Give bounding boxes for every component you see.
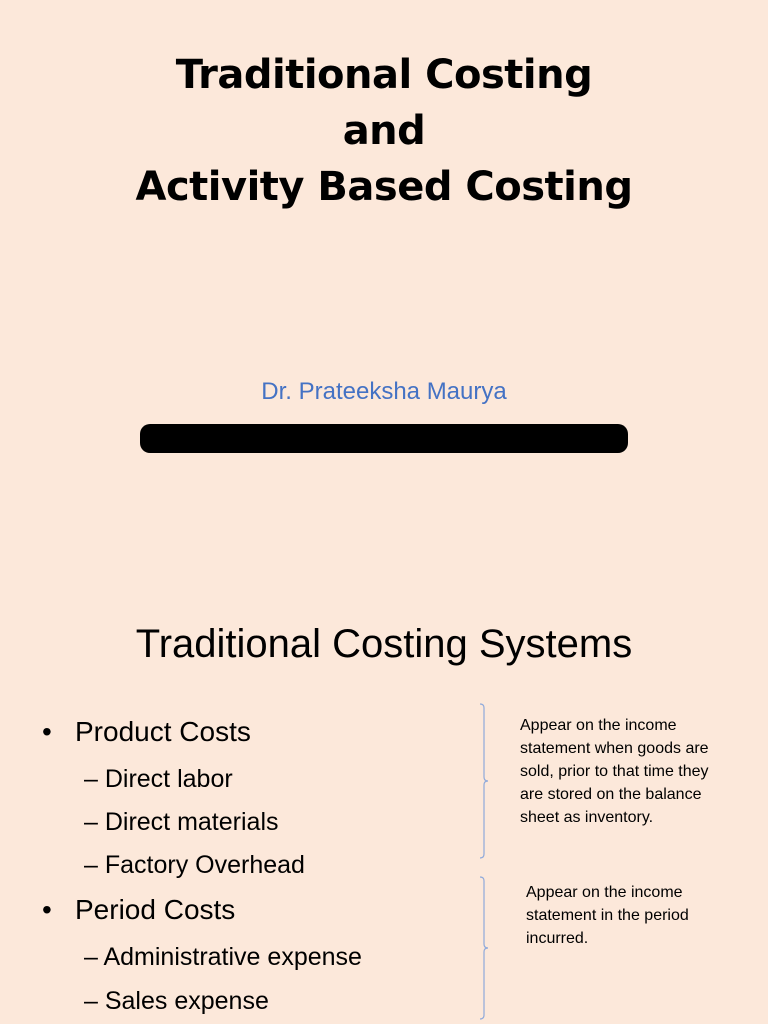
product-costs-note: Appear on the income statement when goods are sold, prior to that time they are stored on the balance sheet as inventory. [520,717,709,826]
period-costs-brace [478,876,492,1020]
sub-item-factory-overhead: – Factory Overhead [84,851,305,879]
redaction-bar [140,424,628,453]
bullet-label: Product Costs [75,716,251,747]
title-line-1: Traditional Costing [175,52,593,98]
bullet-dot: • [42,894,52,925]
bullet-product-costs [42,716,251,748]
content-slide [0,560,768,1024]
bullet-label: Period Costs [75,894,236,925]
product-costs-brace [478,703,492,859]
period-costs-note: Appear on the income statement in the period incurred. [526,884,689,947]
bullet-period-costs [42,894,235,926]
author-name: Dr. Prateeksha Maurya [261,378,507,405]
sub-item-administrative-expense: – Administrative expense [84,943,362,971]
title-line-2: and [342,108,426,154]
title-line-3: Activity Based Costing [135,164,633,210]
bullet-dot: • [42,716,52,747]
sub-item-direct-materials: – Direct materials [84,808,279,836]
slide-title: Traditional Costing Systems [135,622,633,666]
sub-item-direct-labor: – Direct labor [84,765,233,793]
sub-item-sales-expense: – Sales expense [84,987,269,1015]
